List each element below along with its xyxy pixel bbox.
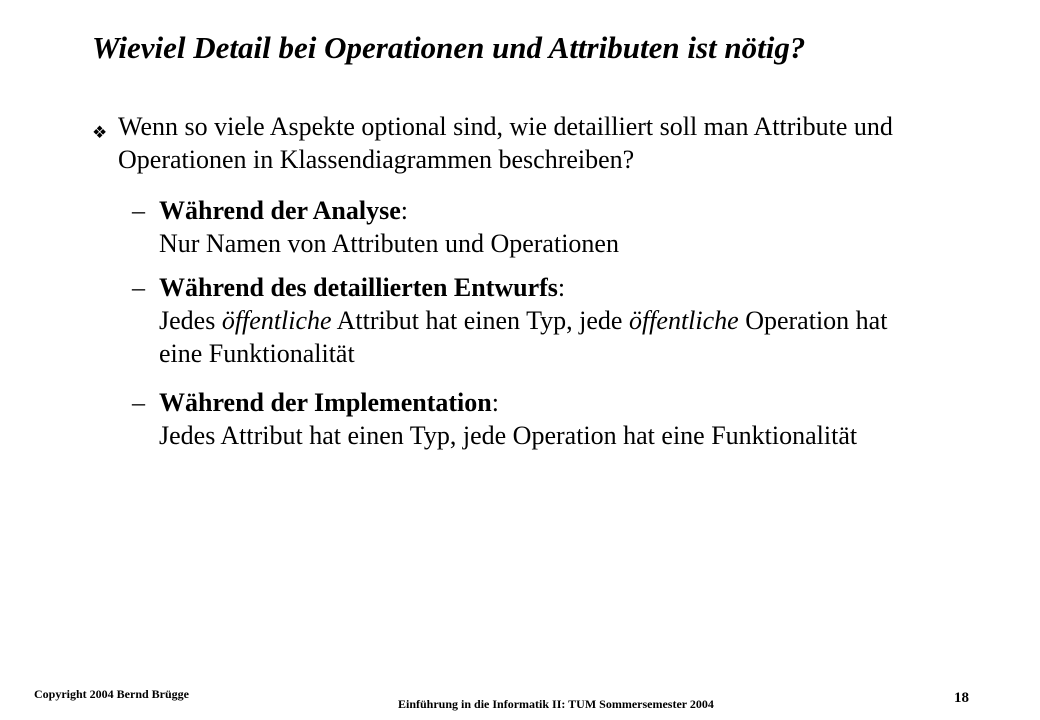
sub-item-implementation: – Während der Implementation: Jedes Attribut hat einen Typ, jede Operation hat eine Funktionalität [132,388,858,450]
dash-marker: – [132,388,145,417]
sub-item-design: – Während des detaillierten Entwurfs: Jedes öffentliche Attribut hat einen Typ, jede öffentliche Operation hat eine Funktionalität [118,271,938,370]
page-number: 18 [954,690,969,706]
sub-item-heading: Während des detaillierten Entwurfs [159,273,558,302]
sub-item-heading: Während der Analyse [159,196,401,225]
footer-course: Einführung in die Informatik II: TUM Sommersemester 2004 [398,697,714,711]
footer-copyright: Copyright 2004 Bernd Brügge [34,687,190,701]
sub-item-text: Jedes Attribut hat einen Typ, jede Operation hat eine Funktionalität [159,421,858,450]
sub-item-analysis: – Während der Analyse: Nur Namen von Attributen und Operationen [118,194,938,260]
sub-item-heading: Während der Implementation [159,388,492,417]
bullet-text: Wenn so viele Aspekte optional sind, wie detailliert soll man Attribute und Operationen in Klassendiagrammen beschreiben? [118,112,893,174]
diamond-bullet-icon: ❖ [92,123,108,142]
slide-title: Wieviel Detail bei Operationen und Attributen ist nötig? [92,30,806,65]
dash-marker: – [132,273,145,302]
sub-item-text: Nur Namen von Attributen und Operationen [159,229,619,258]
dash-marker: – [132,196,145,225]
sub-item-text: Jedes öffentliche Attribut hat einen Typ, jede öffentliche Operation hat eine Funktionalität [159,306,888,368]
